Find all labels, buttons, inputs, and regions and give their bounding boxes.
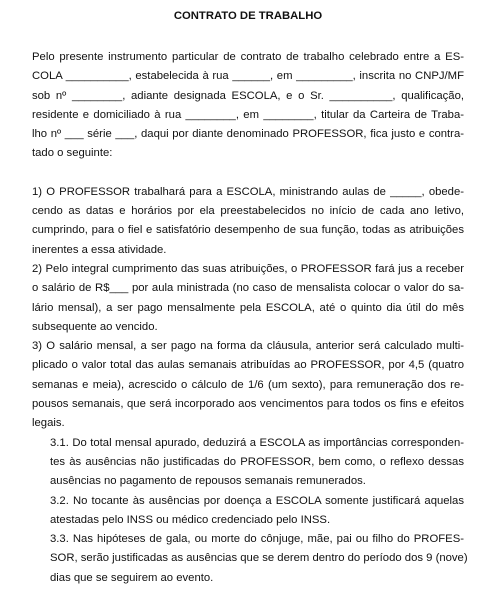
text-line: COLA __________, estabelecida à rua ______, em _________, inscrita no CNPJ/MF [32, 70, 464, 83]
text-line: residente e domiciliado à rua ________, em ________, titular da Carteira de Traba- [32, 108, 464, 121]
text-line: lho nº ___ série ___, daqui por diante denominado PROFESSOR, fica justo e contra- [32, 128, 464, 141]
text-line: lário mensal), a ser pago mensalmente pela ESCOLA, até o quinto dia útil do mês [32, 301, 464, 314]
intro-paragraph [32, 48, 464, 164]
text-line: 3.3. Nas hipóteses de gala, ou morte do cônjuge, mãe, pai ou filho do PROFES- [50, 533, 464, 546]
clause-1 [32, 183, 464, 260]
text-line: tado o seguinte: [32, 147, 113, 160]
text-line: 3) O salário mensal, a ser pago na forma da cláusula, anterior será calculado multi- [32, 340, 464, 353]
text-line: Pelo presente instrumento particular de contrato de trabalho celebrado entre a ES- [32, 51, 464, 63]
text-line: legais. [32, 417, 65, 430]
text-line: SOR, serão justificadas as ausências que se derem dentro do período dos 9 (nove) [50, 552, 468, 565]
text-line: pousos semanais, que será incorporado aos vencimentos para todos os fins e efeitos [32, 398, 464, 411]
text-line: sob nº ________, adiante designada ESCOLA, e o Sr. __________, qualificação, [32, 89, 464, 102]
text-line: cendo as datas e horários por ela preestabelecidos no início de cada ano letivo, [32, 205, 464, 218]
text-line: plicado o valor total das aulas semanais atribuídas ao PROFESSOR, por 4,5 (quatro [32, 359, 464, 372]
text-line: tes às ausências não justificadas do PROFESSOR, bem como, o reflexo dessas [50, 455, 464, 468]
text-line: 1) O PROFESSOR trabalhará para a ESCOLA, ministrando aulas de _____, obede- [32, 185, 464, 198]
text-line: o salário de R$___ por aula ministrada (no caso de mensalista colocar o valor do sa- [32, 282, 464, 295]
text-line: dias que se seguirem ao evento. [50, 571, 214, 584]
text-line: atestadas pelo INSS ou médico credenciado pelo INSS. [50, 513, 331, 526]
text-line: 3.1. Do total mensal apurado, deduzirá a ESCOLA as importâncias corresponden- [50, 436, 464, 449]
text-line: semanas e meia), acrescido o cálculo de 1/6 (um sexto), para remuneração dos re- [32, 378, 464, 391]
clause-2 [32, 260, 464, 337]
subclause-3-2 [50, 492, 464, 531]
text-line: ausências no pagamento de repousos semanais remunerados. [50, 475, 366, 488]
clause-3 [32, 337, 464, 433]
text-line: inerentes a essa atividade. [32, 243, 167, 256]
subclause-3-3 [50, 530, 468, 588]
text-line: cumprindo, para o fiel e satisfatório desempenho de sua função, todas as atribuições [32, 224, 464, 237]
text-line: 2) Pelo integral cumprimento das suas atribuições, o PROFESSOR fará jus a receber [32, 262, 464, 275]
text-line: 3.2. No tocante às ausências por doença a ESCOLA somente justificará aquelas [50, 494, 464, 507]
subclause-3-1 [50, 434, 464, 492]
text-line: subsequente ao vencido. [32, 320, 158, 333]
document-title: CONTRATO DE TRABALHO [173, 10, 323, 22]
